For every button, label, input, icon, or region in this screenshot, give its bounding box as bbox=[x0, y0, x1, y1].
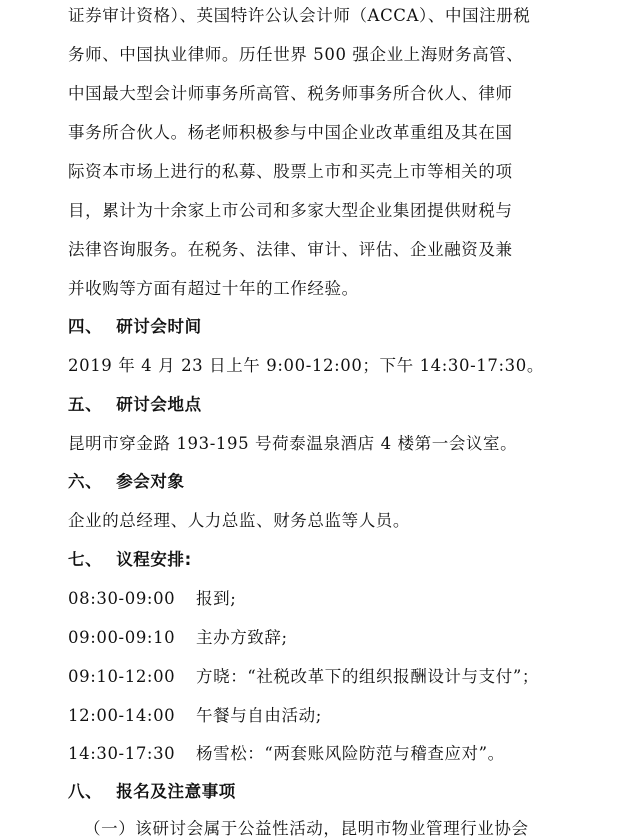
section-title: 参会对象 bbox=[116, 472, 185, 491]
agenda-desc: 午餐与自由活动; bbox=[196, 706, 322, 725]
agenda-item bbox=[68, 705, 322, 727]
section-number: 六、 bbox=[68, 472, 103, 491]
agenda-time: 09:00-09:10 bbox=[68, 628, 176, 647]
section-number: 五、 bbox=[68, 395, 103, 414]
agenda-time: 14:30-17:30 bbox=[68, 744, 176, 763]
intro-line-7: 法律咨询服务。在税务、法律、审计、评估、企业融资及兼 bbox=[68, 240, 513, 259]
agenda-item bbox=[68, 588, 236, 610]
time-content: 2019 年 4 月 23 日上午 9:00-12:00；下午 14:30-17:30。 bbox=[68, 356, 544, 375]
agenda-item bbox=[68, 627, 288, 649]
intro-line-1: 证券审计资格）、英国特许公认会计师（ACCA）、中国注册税 bbox=[68, 6, 531, 25]
agenda-item bbox=[68, 666, 539, 688]
intro-line-5: 际资本市场上进行的私募、股票上市和买壳上市等相关的项 bbox=[68, 162, 513, 181]
intro-line-8: 并收购等方面有超过十年的工作经验。 bbox=[68, 279, 359, 298]
section-title: 报名及注意事项 bbox=[116, 782, 236, 801]
section-heading-agenda bbox=[68, 549, 192, 571]
agenda-desc: 方晓：“社税改革下的组织报酬设计与支付”； bbox=[196, 667, 539, 686]
section-heading-time bbox=[68, 316, 202, 338]
section-number: 四、 bbox=[68, 317, 103, 336]
section-heading-audience bbox=[68, 471, 185, 493]
agenda-time: 12:00-14:00 bbox=[68, 706, 176, 725]
section-number: 七、 bbox=[68, 550, 103, 569]
intro-line-3: 中国最大型会计师事务所高管、税务师事务所合伙人、律师 bbox=[68, 84, 513, 103]
section-heading-location bbox=[68, 394, 202, 416]
location-content: 昆明市穿金路 193-195 号荷泰温泉酒店 4 楼第一会议室。 bbox=[68, 434, 518, 453]
agenda-item bbox=[68, 743, 505, 765]
audience-content: 企业的总经理、人力总监、财务总监等人员。 bbox=[68, 511, 410, 530]
agenda-desc: 主办方致辞; bbox=[196, 628, 288, 647]
section-title: 研讨会时间 bbox=[116, 317, 202, 336]
section-title: 议程安排: bbox=[116, 550, 192, 569]
intro-line-6: 目，累计为十余家上市公司和多家大型企业集团提供财税与 bbox=[68, 201, 513, 220]
agenda-desc: 报到; bbox=[196, 589, 237, 608]
agenda-time: 08:30-09:00 bbox=[68, 589, 176, 608]
registration-content: （一）该研讨会属于公益性活动，昆明市物业管理行业协会 bbox=[84, 819, 529, 838]
section-number: 八、 bbox=[68, 782, 103, 801]
section-title: 研讨会地点 bbox=[116, 395, 202, 414]
intro-line-2: 务师、中国执业律师。历任世界 500 强企业上海财务高管、 bbox=[68, 45, 524, 64]
section-heading-registration bbox=[68, 781, 236, 803]
agenda-desc: 杨雪松：“两套账风险防范与稽查应对”。 bbox=[196, 744, 505, 763]
agenda-time: 09:10-12:00 bbox=[68, 667, 176, 686]
intro-line-4: 事务所合伙人。杨老师积极参与中国企业改革重组及其在国 bbox=[68, 123, 513, 142]
